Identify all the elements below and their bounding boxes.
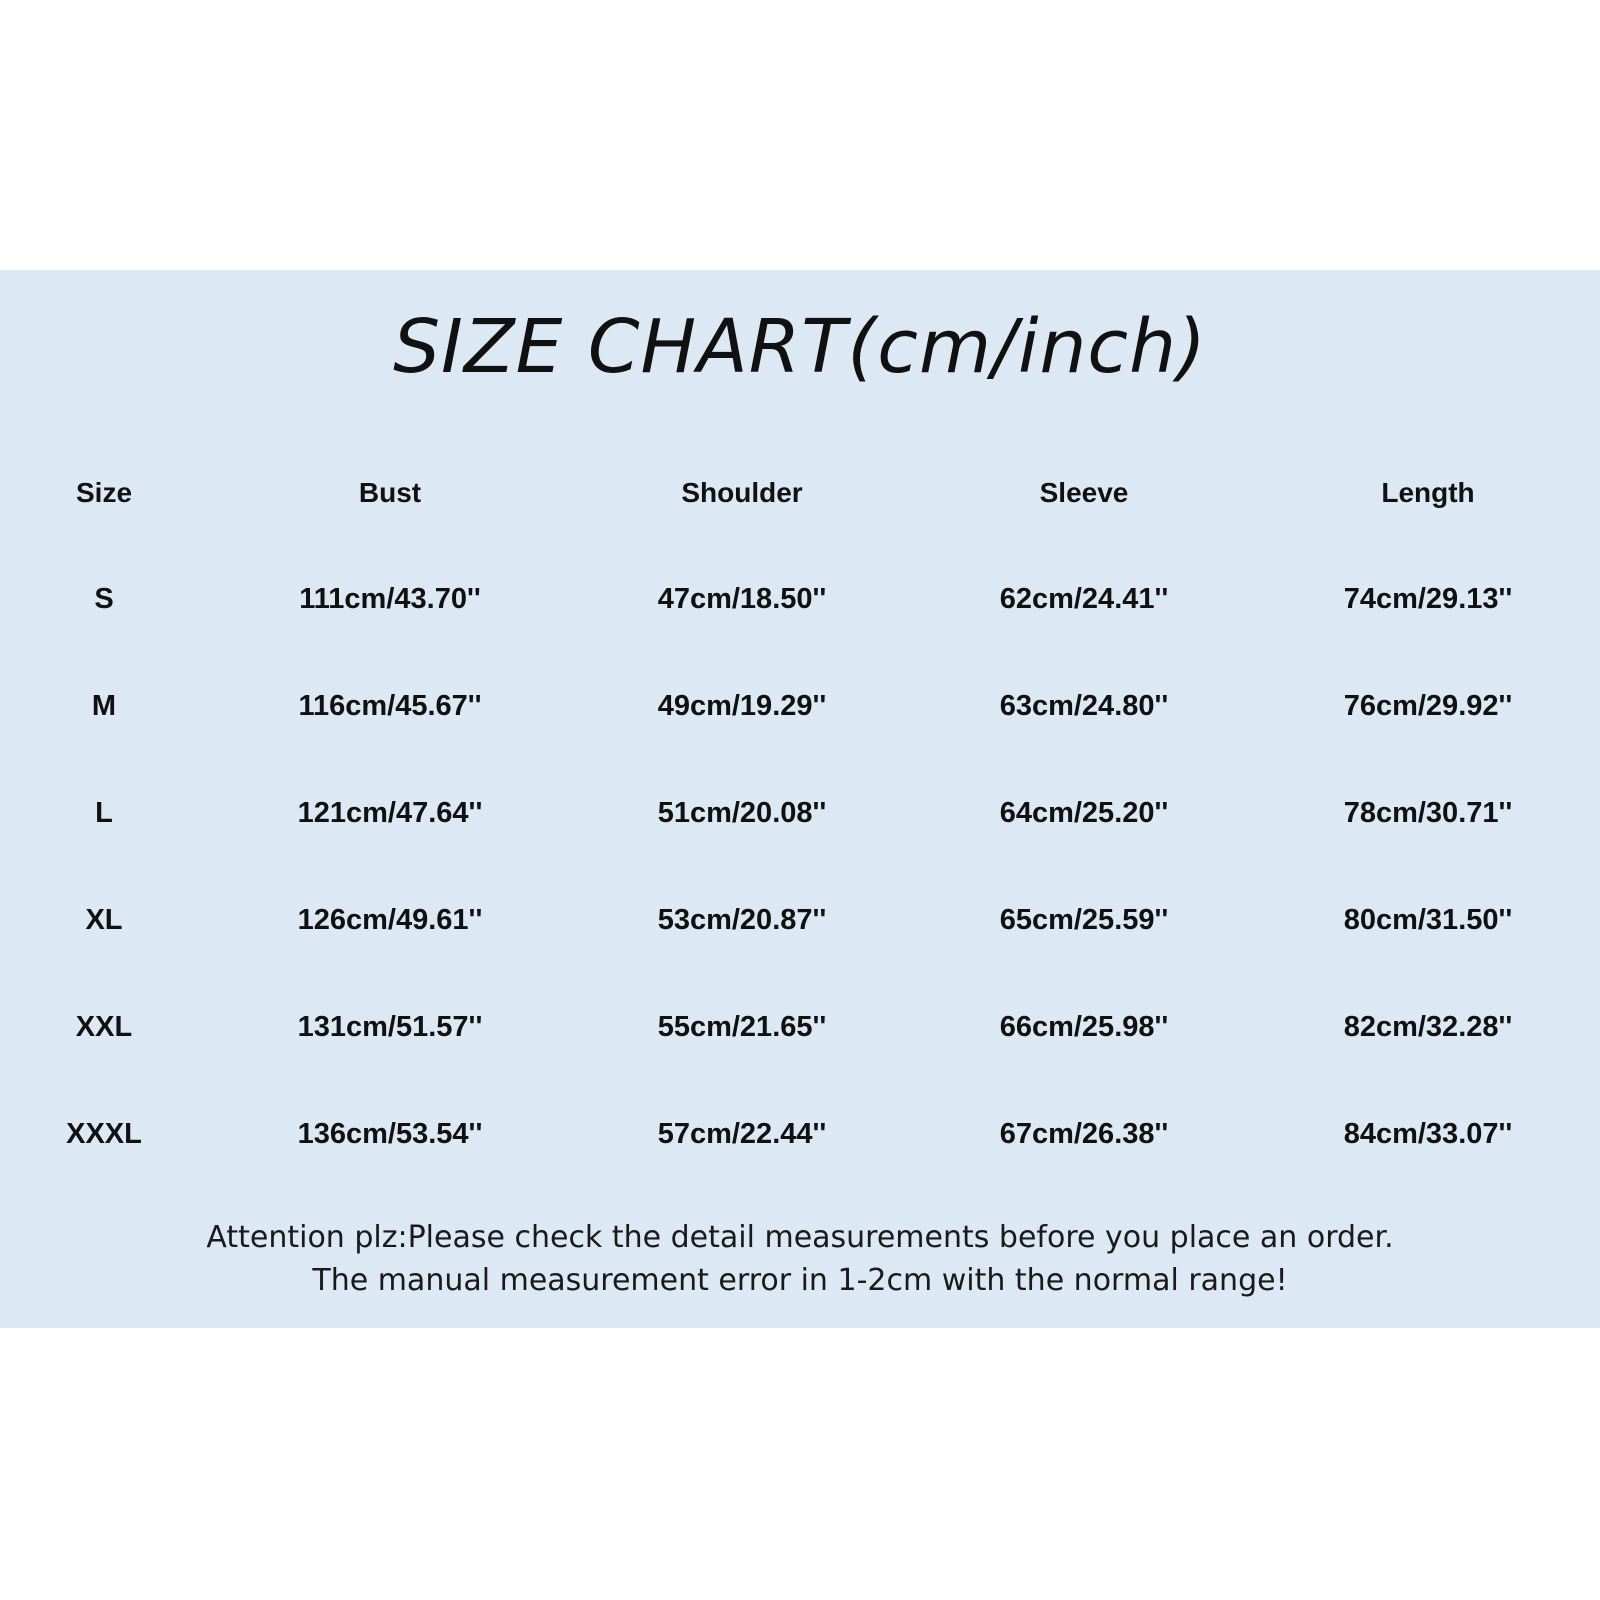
table-row [0,536,1600,653]
length-cell: 82cm/32.28'' [1343,1011,1513,1043]
size-cell: XXL [75,1011,133,1043]
sleeve-cell: 64cm/25.20'' [999,797,1169,829]
bust-cell: 136cm/53.54'' [297,1118,483,1150]
header-sleeve: Sleeve [1039,477,1129,508]
size-cell: XL [85,904,123,936]
bust-cell: 121cm/47.64'' [297,797,483,829]
sleeve-cell: 67cm/26.38'' [999,1118,1169,1150]
bust-cell: 131cm/51.57'' [297,1011,483,1043]
shoulder-cell: 51cm/20.08'' [657,797,827,829]
header-shoulder: Shoulder [681,477,803,508]
length-cell: 76cm/29.92'' [1343,690,1513,722]
bust-cell: 116cm/45.67'' [298,690,482,722]
bust-cell: 111cm/43.70'' [299,583,481,615]
sleeve-cell: 65cm/25.59'' [999,904,1169,936]
table-row [0,867,1600,974]
shoulder-cell: 55cm/21.65'' [657,1011,827,1043]
size-cell: S [94,583,114,615]
sleeve-cell: 63cm/24.80'' [999,690,1169,722]
sleeve-cell: 62cm/24.41'' [999,583,1169,615]
shoulder-cell: 49cm/19.29'' [657,690,827,722]
shoulder-cell: 47cm/18.50'' [657,583,827,615]
table-row [0,760,1600,867]
table-row [0,974,1600,1081]
measurement-note [0,1216,1600,1302]
shoulder-cell: 57cm/22.44'' [657,1118,827,1150]
header-bust: Bust [358,477,422,508]
length-cell: 84cm/33.07'' [1343,1118,1513,1150]
length-cell: 78cm/30.71'' [1343,797,1513,829]
header-size: Size [75,477,133,508]
size-chart-title: SIZE CHART(cm/inch) [393,304,1207,390]
header-length: Length [1381,477,1475,508]
size-table [0,450,1600,1188]
shoulder-cell: 53cm/20.87'' [657,904,827,936]
table-row [0,653,1600,760]
sleeve-cell: 66cm/25.98'' [999,1011,1169,1043]
table-row [0,1081,1600,1188]
note-line-2: The manual measurement error in 1-2cm with the normal range! [312,1263,1288,1298]
size-cell: XXXL [66,1118,142,1150]
length-cell: 74cm/29.13'' [1343,583,1513,615]
size-cell: L [95,797,113,829]
size-cell: M [91,690,117,722]
length-cell: 80cm/31.50'' [1343,904,1513,936]
table-header-row [0,450,1600,536]
note-line-1: Attention plz:Please check the detail measurements before you place an order. [206,1220,1394,1255]
bust-cell: 126cm/49.61'' [297,904,483,936]
